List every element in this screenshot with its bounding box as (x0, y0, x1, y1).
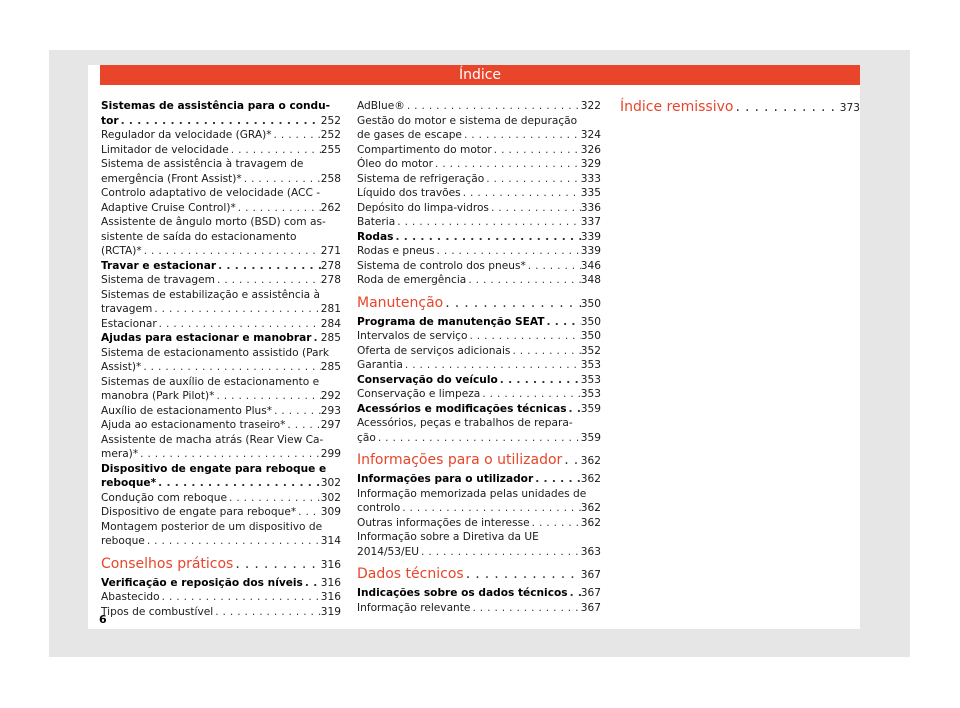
toc-page-number: 316 (320, 558, 341, 571)
toc-entry[interactable] (101, 259, 341, 274)
dot-leader (138, 447, 321, 462)
toc-entry[interactable] (357, 230, 601, 245)
toc-entry[interactable] (101, 288, 341, 317)
toc-entry-title: Garantia (357, 359, 403, 371)
dot-leader (236, 201, 321, 216)
toc-entry-title: Regulador da velocidade (GRA)* (101, 129, 272, 141)
toc-page-number: 346 (580, 259, 601, 272)
toc-entry[interactable] (357, 416, 601, 445)
toc-page-number: 262 (320, 201, 341, 214)
dot-leader (467, 329, 580, 344)
toc-entry-title-line: Sistemas de auxílio de estacionamento e (101, 375, 320, 388)
toc-entry-title-line: Acessórios, peças e trabalhos de repara- (357, 417, 573, 429)
toc-page-number: 271 (320, 245, 341, 257)
toc-entry[interactable] (357, 530, 601, 559)
toc-page-number: 302 (320, 477, 341, 489)
toc-entry-title: Bateria (357, 216, 396, 228)
dot-leader (141, 360, 320, 375)
toc-entry[interactable] (357, 387, 601, 402)
toc-entry-title-line: Sistemas de estabilização e assistência à (101, 288, 321, 301)
dot-leader (215, 273, 321, 288)
toc-entry[interactable] (101, 157, 341, 186)
toc-entry-title-line: Dispositivo de engate para reboque e (101, 462, 327, 475)
dot-leader (510, 344, 580, 359)
toc-page-number: 362 (580, 502, 601, 514)
dot-leader (533, 472, 581, 487)
toc-page-number: 299 (320, 448, 341, 460)
toc-entry-title: Dispositivo de engate para reboque* (101, 506, 297, 518)
toc-page-number: 297 (320, 419, 341, 431)
toc-page-number: 362 (580, 473, 601, 485)
toc-entry-title: Adaptive Cruise Control)* (101, 201, 236, 214)
toc-entry[interactable] (357, 201, 601, 216)
toc-entry-title: Depósito do limpa-vidros (357, 201, 489, 214)
toc-entry[interactable] (357, 186, 601, 201)
dot-leader (145, 534, 321, 549)
toc-entry[interactable] (357, 344, 601, 359)
toc-entry-title: reboque* (101, 477, 157, 489)
toc-page-number: 258 (320, 172, 341, 185)
dot-leader (157, 317, 321, 332)
toc-page-number: 363 (580, 545, 601, 558)
toc-entry-title: Travar e estacionar (101, 259, 217, 272)
toc-entry[interactable] (357, 244, 601, 259)
dot-leader (311, 331, 320, 346)
page-header: Índice (100, 65, 860, 85)
dot-leader (562, 452, 580, 469)
toc-page-number: 284 (320, 317, 341, 330)
toc-entry-title-line: Assistente de ângulo morto (BSD) com as- (101, 216, 326, 228)
toc-entry[interactable] (101, 128, 341, 143)
toc-entry[interactable] (357, 259, 601, 274)
toc-entry-title: mera)* (101, 448, 139, 460)
toc-entry[interactable] (101, 404, 341, 419)
toc-entry[interactable] (101, 331, 341, 346)
toc-page-number: 350 (580, 297, 601, 310)
toc-entry-title: Condução com reboque (101, 491, 227, 504)
toc-entry[interactable] (357, 99, 601, 114)
toc-page-number: 319 (320, 605, 341, 618)
toc-entry-title: Ajuda ao estacionamento traseiro* (101, 419, 286, 431)
dot-leader (480, 387, 580, 402)
toc-entry[interactable] (357, 402, 601, 417)
toc-page-number: 285 (320, 361, 341, 373)
toc-entry[interactable] (101, 462, 341, 491)
toc-page-number: 353 (580, 388, 601, 400)
toc-entry[interactable] (357, 516, 601, 531)
dot-leader (419, 545, 581, 560)
toc-entry-title: Oferta de serviços adicionais (357, 344, 511, 357)
toc-page-number: 278 (320, 274, 341, 286)
toc-entry[interactable] (101, 375, 341, 404)
toc-entry-title: Tipos de combustível (101, 605, 214, 618)
toc-entry[interactable] (357, 172, 601, 187)
toc-entry-title: Indicações sobre os dados técnicos (357, 587, 568, 599)
dot-leader (492, 143, 581, 158)
toc-entry-title: Estacionar (101, 317, 157, 330)
toc-entry-title-line: Sistemas de assistência para o condu- (101, 100, 331, 112)
dot-leader (489, 201, 581, 216)
toc-entry-title: manobra (Park Pilot)* (101, 390, 215, 402)
toc-entry-title: Rodas e pneus (357, 245, 435, 257)
toc-entry[interactable] (357, 358, 601, 373)
dot-leader (152, 302, 320, 317)
toc-entry[interactable] (101, 186, 341, 215)
toc-page-number: 350 (580, 330, 601, 342)
dot-leader (464, 566, 581, 583)
dot-leader (470, 601, 580, 616)
dot-leader (296, 505, 321, 520)
dot-leader (233, 556, 320, 573)
dot-leader (213, 605, 321, 620)
dot-leader (142, 244, 321, 259)
dot-leader (461, 186, 581, 201)
toc-page-number: 326 (580, 143, 601, 156)
toc-entry-title: Dados técnicos (357, 566, 464, 582)
toc-entry[interactable] (357, 315, 601, 330)
toc-page-number: 316 (320, 576, 341, 589)
toc-page-number: 373 (839, 102, 860, 114)
toc-column-1 (101, 99, 341, 619)
toc-entry-title: Ajudas para estacionar e manobrar (101, 332, 312, 344)
toc-page-number: 350 (580, 315, 601, 328)
toc-entry[interactable] (101, 215, 341, 259)
toc-entry-title: Assist)* (101, 361, 142, 373)
toc-entry-title: Informação relevante (357, 601, 471, 614)
toc-entry-title: Líquido dos travões (357, 187, 461, 199)
toc-entry[interactable] (357, 143, 601, 158)
dot-leader (466, 273, 580, 288)
toc-entry-title: Limitador de velocidade (101, 143, 229, 156)
toc-column-2 (357, 99, 601, 615)
page-number: 6 (99, 613, 107, 626)
toc-entry-title: (RCTA)* (101, 245, 142, 257)
dot-leader (285, 418, 320, 433)
toc-entry-title: Acessórios e modificações técnicas (357, 402, 567, 415)
toc-entry-title: Programa de manutenção SEAT (357, 315, 545, 328)
toc-page-number: 367 (580, 569, 601, 581)
toc-entry-title: Informações para o utilizador (357, 452, 563, 468)
toc-entry-title: travagem (101, 303, 153, 315)
dot-leader (484, 172, 581, 187)
toc-entry-title: Compartimento do motor (357, 143, 492, 156)
toc-entry[interactable] (101, 273, 341, 288)
toc-entry-title: Roda de emergência (357, 274, 467, 286)
dot-leader (530, 516, 581, 531)
toc-page-number: 252 (320, 129, 341, 141)
dot-leader (160, 590, 321, 605)
toc-entry[interactable] (101, 433, 341, 462)
toc-page-number: 352 (580, 344, 601, 357)
dot-leader (526, 259, 581, 274)
toc-page-number: 353 (580, 373, 601, 386)
dot-leader (567, 402, 581, 417)
toc-page-number: 281 (320, 303, 341, 315)
toc-entry[interactable] (357, 601, 601, 616)
dot-leader (433, 157, 581, 172)
toc-entry[interactable] (357, 586, 601, 601)
dot-leader (405, 99, 581, 114)
toc-entry[interactable] (101, 605, 341, 620)
dot-leader (376, 431, 581, 446)
toc-entry-title: Abastecido (101, 591, 160, 603)
dot-leader (400, 501, 581, 516)
toc-entry[interactable] (101, 520, 341, 549)
toc-entry[interactable] (357, 114, 601, 143)
dot-leader (214, 389, 320, 404)
toc-entry-title-line: Gestão do motor e sistema de depuração (357, 114, 578, 127)
dot-leader (119, 114, 321, 129)
toc-entry[interactable] (357, 273, 601, 288)
toc-entry[interactable] (357, 157, 601, 172)
toc-entry-title: Sistema de travagem (101, 274, 215, 286)
toc-entry-title: 2014/53/EU (357, 545, 420, 558)
toc-entry-title: Sistema de controlo dos pneus* (357, 259, 526, 272)
toc-entry-title: Conservação e limpeza (357, 388, 481, 400)
toc-entry[interactable] (101, 99, 341, 128)
toc-page-number: 302 (320, 491, 341, 504)
dot-leader (156, 476, 321, 491)
toc-page-number: 353 (580, 359, 601, 371)
toc-page-number: 337 (580, 216, 601, 228)
toc-entry-title-line: Controlo adaptativo de velocidade (ACC - (101, 187, 321, 199)
toc-page-number: 362 (580, 455, 601, 467)
toc-entry-title-line: Informação memorizada pelas unidades de (357, 487, 587, 500)
toc-entry[interactable] (357, 487, 601, 516)
dot-leader (544, 315, 580, 330)
toc-entry-title: Manutenção (357, 294, 444, 311)
toc-column-3 (620, 99, 860, 119)
toc-page-number: 362 (580, 516, 601, 529)
dot-leader (272, 404, 321, 419)
toc-entry-title: Sistema de refrigeração (357, 172, 485, 185)
toc-page-number: 322 (580, 100, 601, 112)
dot-leader (395, 215, 581, 230)
toc-entry-title: Índice remissivo (620, 99, 734, 115)
dot-leader (403, 358, 581, 373)
toc-section-heading[interactable] (357, 452, 601, 470)
toc-page-number: 316 (320, 591, 341, 603)
toc-entry-title-line: Sistema de estacionamento assistido (Park (101, 346, 330, 359)
toc-entry-title: Auxílio de estacionamento Plus* (101, 404, 273, 417)
toc-page-number: 314 (320, 535, 341, 547)
toc-entry-title: Conservação do veículo (357, 373, 498, 386)
toc-entry[interactable] (357, 373, 601, 388)
toc-page-number: 359 (580, 431, 601, 444)
toc-page-number: 335 (580, 187, 601, 199)
toc-page-number: 336 (580, 201, 601, 214)
toc-page-number: 285 (320, 332, 341, 344)
toc-entry-title-line: Montagem posterior de um dispositivo de (101, 520, 323, 533)
dot-leader (303, 576, 321, 591)
toc-entry-title: Informações para o utilizador (357, 473, 534, 485)
toc-page-number: 255 (320, 143, 341, 156)
toc-entry-title: reboque (101, 535, 145, 547)
toc-page-number: 324 (580, 129, 601, 141)
toc-entry-title-line: Assistente de macha atrás (Rear View Ca- (101, 433, 324, 446)
toc-section-heading[interactable] (357, 566, 601, 584)
toc-entry[interactable] (101, 491, 341, 506)
toc-entry[interactable] (101, 346, 341, 375)
dot-leader (443, 295, 581, 312)
toc-page-number: 329 (580, 158, 601, 170)
toc-entry-title: Rodas (357, 230, 394, 243)
dot-leader (498, 373, 581, 388)
dot-leader (393, 230, 580, 245)
toc-section-heading[interactable] (101, 556, 341, 574)
toc-page-number: 359 (580, 402, 601, 415)
dot-leader (733, 99, 839, 116)
toc-page-number: 367 (580, 601, 601, 614)
toc-entry[interactable] (101, 418, 341, 433)
toc-section-heading[interactable] (357, 295, 601, 313)
toc-section-heading[interactable] (620, 99, 860, 117)
toc-page-number: 278 (320, 259, 341, 272)
toc-page-number: 252 (320, 114, 341, 127)
toc-entry[interactable] (357, 472, 601, 487)
dot-leader (229, 143, 321, 158)
toc-page-number: 309 (320, 506, 341, 518)
toc-entry[interactable] (357, 215, 601, 230)
toc-entry-title: emergência (Front Assist)* (101, 172, 242, 185)
toc-entry-title: Outras informações de interesse (357, 516, 530, 529)
toc-entry-title: ção (357, 431, 376, 444)
toc-entry-title-line: Informação sobre a Diretiva da UE (357, 531, 539, 543)
toc-entry-title: tor (101, 114, 119, 127)
toc-entry-title: controlo (357, 502, 401, 514)
toc-page-number: 339 (580, 230, 601, 243)
toc-page-number: 339 (580, 245, 601, 257)
dot-leader (272, 128, 321, 143)
toc-entry[interactable] (357, 329, 601, 344)
toc-entry[interactable] (101, 576, 341, 591)
toc-entry-title: Conselhos práticos (101, 555, 234, 572)
toc-page-number: 293 (320, 404, 341, 417)
toc-entry[interactable] (101, 505, 341, 520)
toc-page-number: 333 (580, 172, 601, 185)
toc-entry[interactable] (101, 143, 341, 158)
toc-entry-title-line: Sistema de assistência à travagem de (101, 158, 304, 170)
dot-leader (462, 128, 581, 143)
toc-entry[interactable] (101, 317, 341, 332)
toc-entry-title: de gases de escape (357, 129, 462, 141)
toc-page-number: 292 (320, 390, 341, 402)
toc-entry-title: Óleo do motor (357, 158, 434, 170)
dot-leader (227, 491, 321, 506)
toc-entry-title: Intervalos de serviço (357, 330, 468, 342)
toc-entry-title: AdBlue® (357, 100, 405, 112)
toc-entry[interactable] (101, 590, 341, 605)
toc-page-number: 367 (580, 587, 601, 599)
toc-entry-title: Verificação e reposição dos níveis (101, 576, 303, 589)
dot-leader (568, 586, 581, 601)
toc-page-number: 348 (580, 274, 601, 286)
dot-leader (242, 172, 321, 187)
toc-entry-title-line: sistente de saída do estacionamento (101, 230, 297, 243)
dot-leader (216, 259, 321, 274)
dot-leader (435, 244, 581, 259)
